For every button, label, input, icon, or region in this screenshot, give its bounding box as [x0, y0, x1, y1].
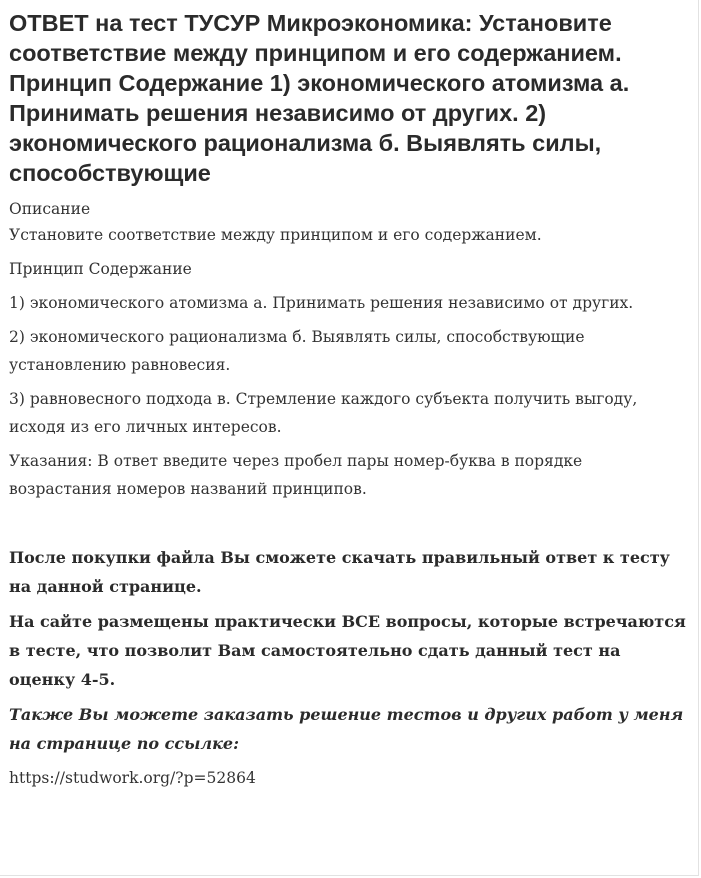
- principle-item-3: 3) равновесного подхода в. Стремление каждого субъекта получить выгоду, исходя из его личных интересов.: [9, 390, 638, 436]
- instructions: Указания: В ответ введите через пробел пары номер-буква в порядке возрастания номеров названий принципов.: [9, 452, 583, 498]
- section-spacer: [9, 509, 688, 543]
- studwork-link[interactable]: https://studwork.org/?p=52864: [9, 769, 256, 787]
- purchase-note: После покупки файла Вы сможете скачать правильный ответ к тесту на данной странице.: [9, 548, 670, 596]
- principle-item-2: 2) экономического рационализма б. Выявлять силы, способствующие установлению равновесия.: [9, 328, 585, 374]
- page-title: ОТВЕТ на тест ТУСУР Микроэкономика: Установите соответствие между принципом и его содержанием. Принцип Содержание 1) экономического атомизма а. Принимать решения независимо от других. 2) экономического рационализма б. Выявлять силы, способствующие: [9, 10, 630, 186]
- description-label: Описание: [9, 200, 91, 218]
- principle-item-1: 1) экономического атомизма а. Принимать решения независимо от других.: [9, 294, 634, 312]
- task-intro: Установите соответствие между принципом и его содержанием.: [9, 226, 542, 244]
- table-header: Принцип Содержание: [9, 260, 192, 278]
- order-note: Также Вы можете заказать решение тестов и других работ у меня на странице по ссылке:: [9, 705, 684, 753]
- coverage-note: На сайте размещены практически ВСЕ вопросы, которые встречаются в тесте, что позволит Вам самостоятельно сдать данный тест на оценку 4-5.: [9, 612, 686, 689]
